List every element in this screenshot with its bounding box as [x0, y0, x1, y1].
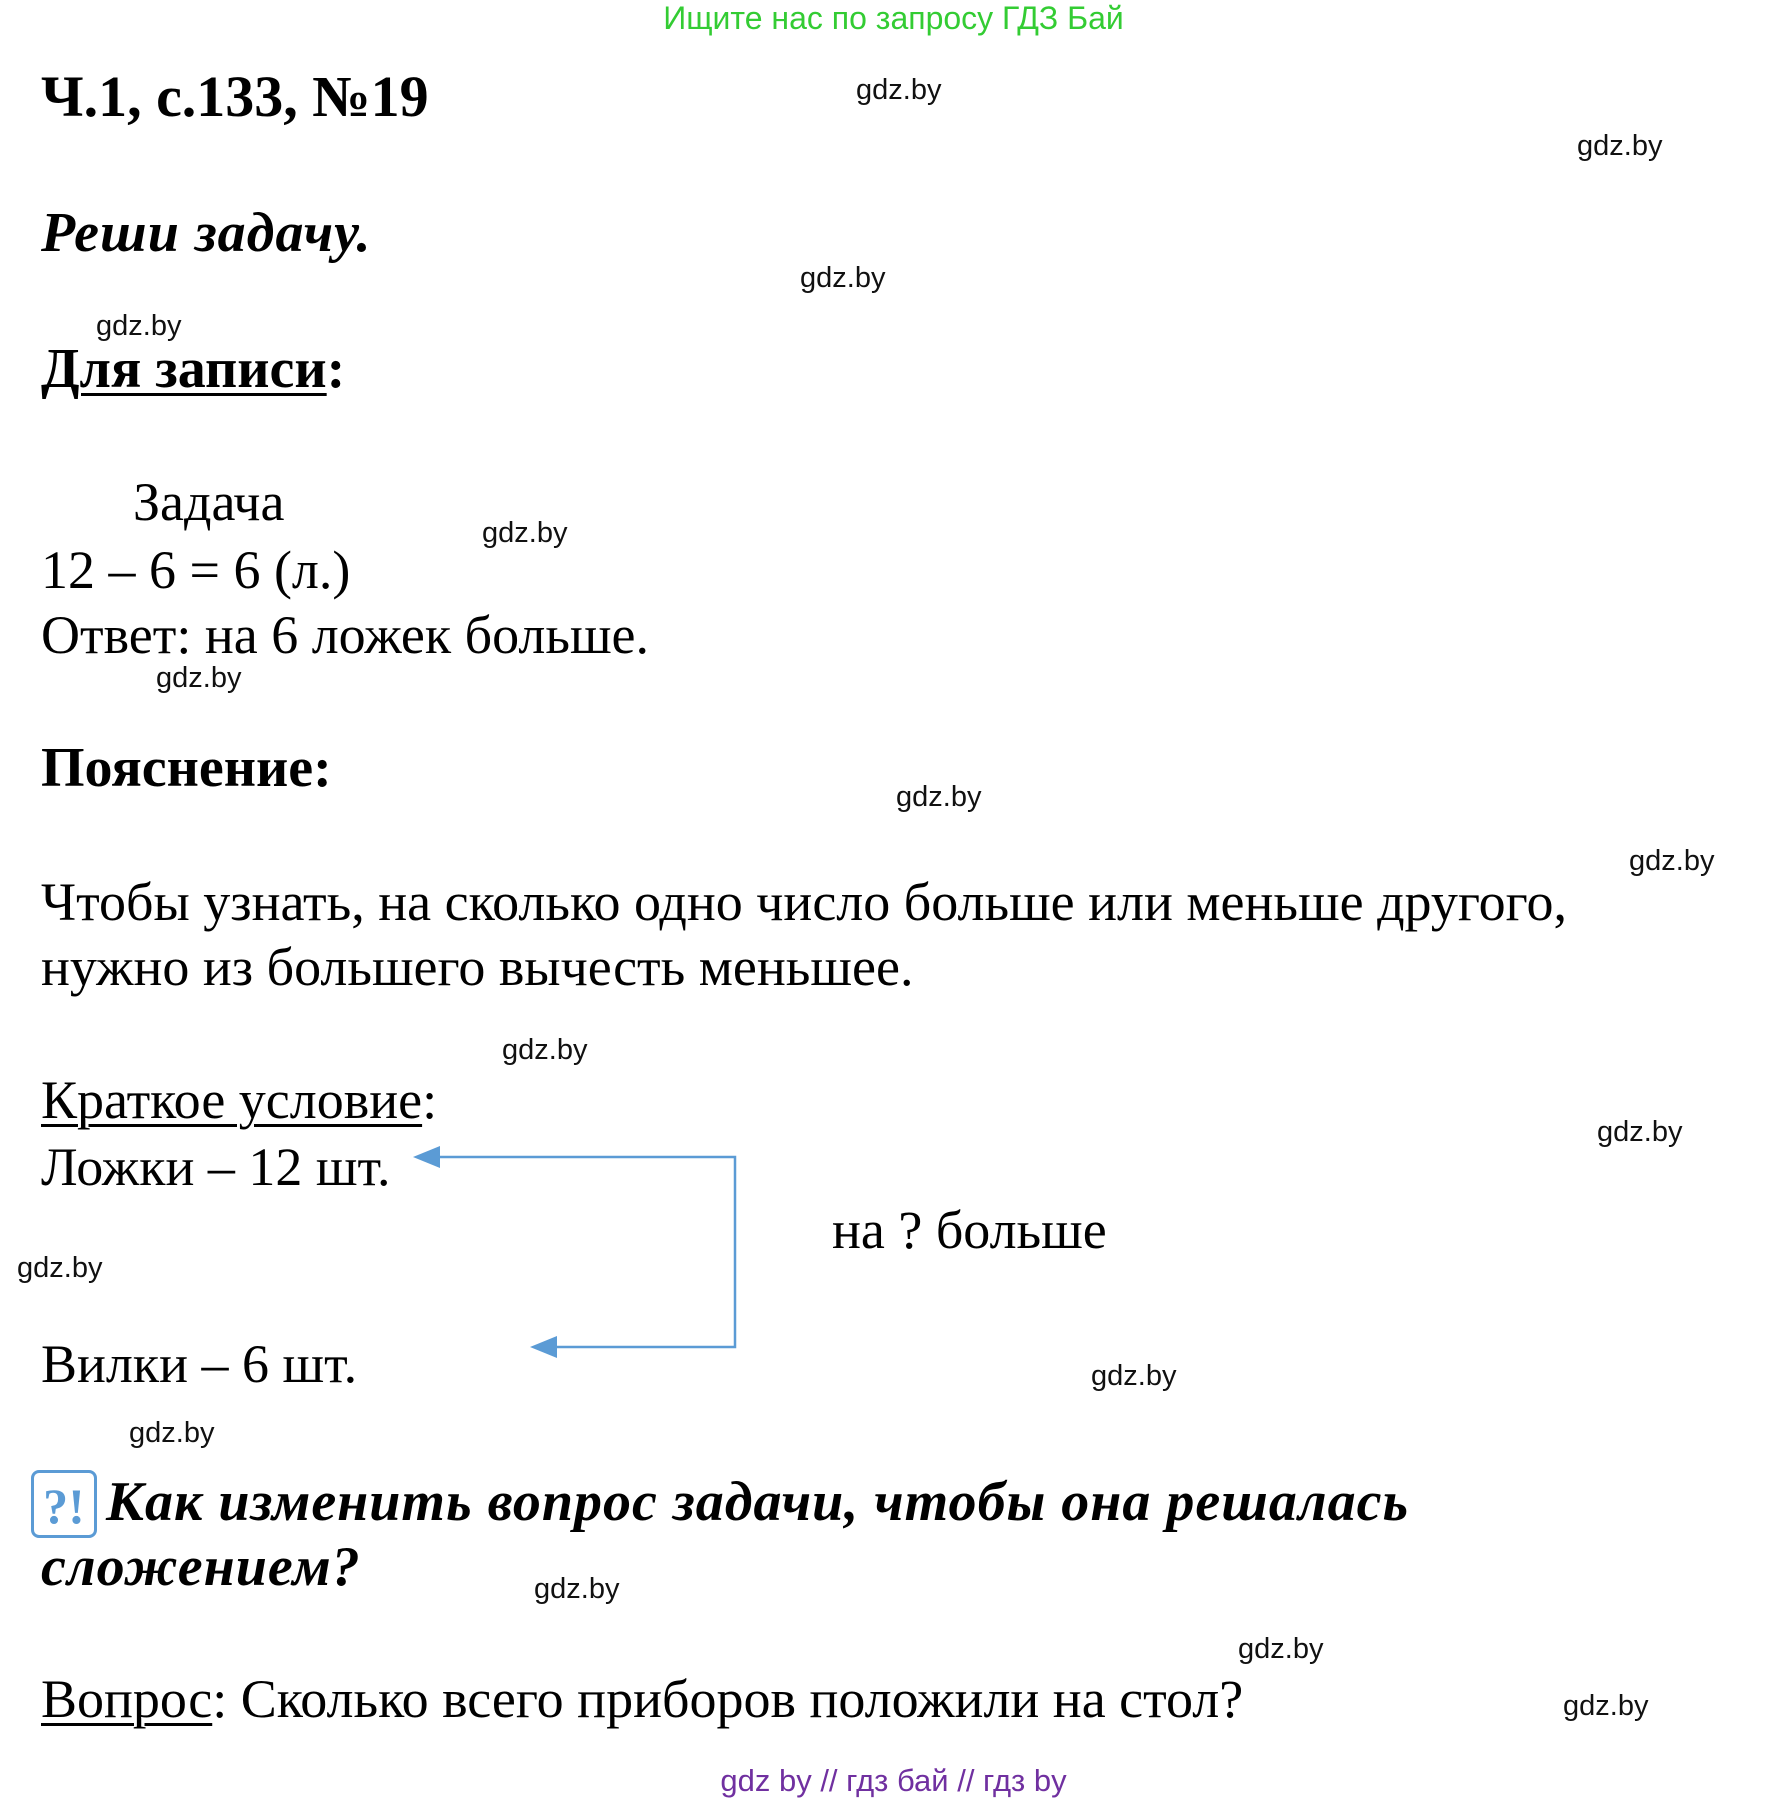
record-answer: Ответ: на 6 ложек больше.: [41, 605, 650, 665]
record-heading-colon: :: [326, 338, 346, 400]
condition-relation: на ? больше: [832, 1200, 1107, 1260]
watermark: gdz.by: [1238, 1633, 1324, 1665]
record-heading-label: Для записи: [41, 338, 327, 400]
page-title: Ч.1, с.133, №19: [41, 64, 429, 129]
condition-spoons: Ложки – 12 шт.: [41, 1137, 391, 1197]
watermark: gdz.by: [800, 262, 886, 294]
condition-heading-label: Краткое условие: [41, 1070, 423, 1130]
watermark: gdz.by: [1577, 130, 1663, 162]
condition-forks: Вилки – 6 шт.: [41, 1334, 358, 1394]
explanation-heading: Пояснение:: [41, 737, 332, 799]
question-label: Вопрос: [41, 1669, 213, 1729]
question-text: : Сколько всего приборов положили на стол?: [212, 1669, 1244, 1729]
watermark: gdz.by: [856, 74, 942, 106]
explanation-line1: Чтобы узнать, на сколько одно число больше или меньше другого,: [41, 872, 1567, 932]
hint-line1: Как изменить вопрос задачи, чтобы она решалась: [106, 1471, 1410, 1533]
top-banner: Ищите нас по запросу ГДЗ Бай: [663, 0, 1124, 36]
watermark: gdz.by: [534, 1573, 620, 1605]
task-instruction: Реши задачу.: [41, 202, 372, 264]
watermark: gdz.by: [17, 1252, 103, 1284]
record-label: Задача: [133, 472, 285, 532]
question-hint-icon: ?!: [31, 1470, 97, 1538]
arrowhead-top-icon: [413, 1146, 440, 1168]
question-line: [41, 1667, 1243, 1731]
explanation-line2: нужно из большего вычесть меньшее.: [41, 937, 914, 997]
watermark: gdz.by: [1629, 845, 1715, 877]
watermark: gdz.by: [1563, 1690, 1649, 1722]
watermark: gdz.by: [1091, 1360, 1177, 1392]
bracket-line: [438, 1157, 735, 1347]
watermark: gdz.by: [502, 1034, 588, 1066]
watermark: gdz.by: [96, 310, 182, 342]
watermark: gdz.by: [1597, 1116, 1683, 1148]
watermark: gdz.by: [129, 1417, 215, 1449]
condition-heading-colon: :: [422, 1070, 438, 1130]
watermark: gdz.by: [482, 517, 568, 549]
arrowhead-bottom-icon: [530, 1336, 557, 1358]
footer-links: gdz by // гдз бай // гдз by: [720, 1763, 1067, 1798]
hint-line2: сложением?: [41, 1536, 361, 1598]
watermark: gdz.by: [156, 662, 242, 694]
watermark: gdz.by: [896, 781, 982, 813]
record-equation: 12 – 6 = 6 (л.): [41, 540, 351, 600]
